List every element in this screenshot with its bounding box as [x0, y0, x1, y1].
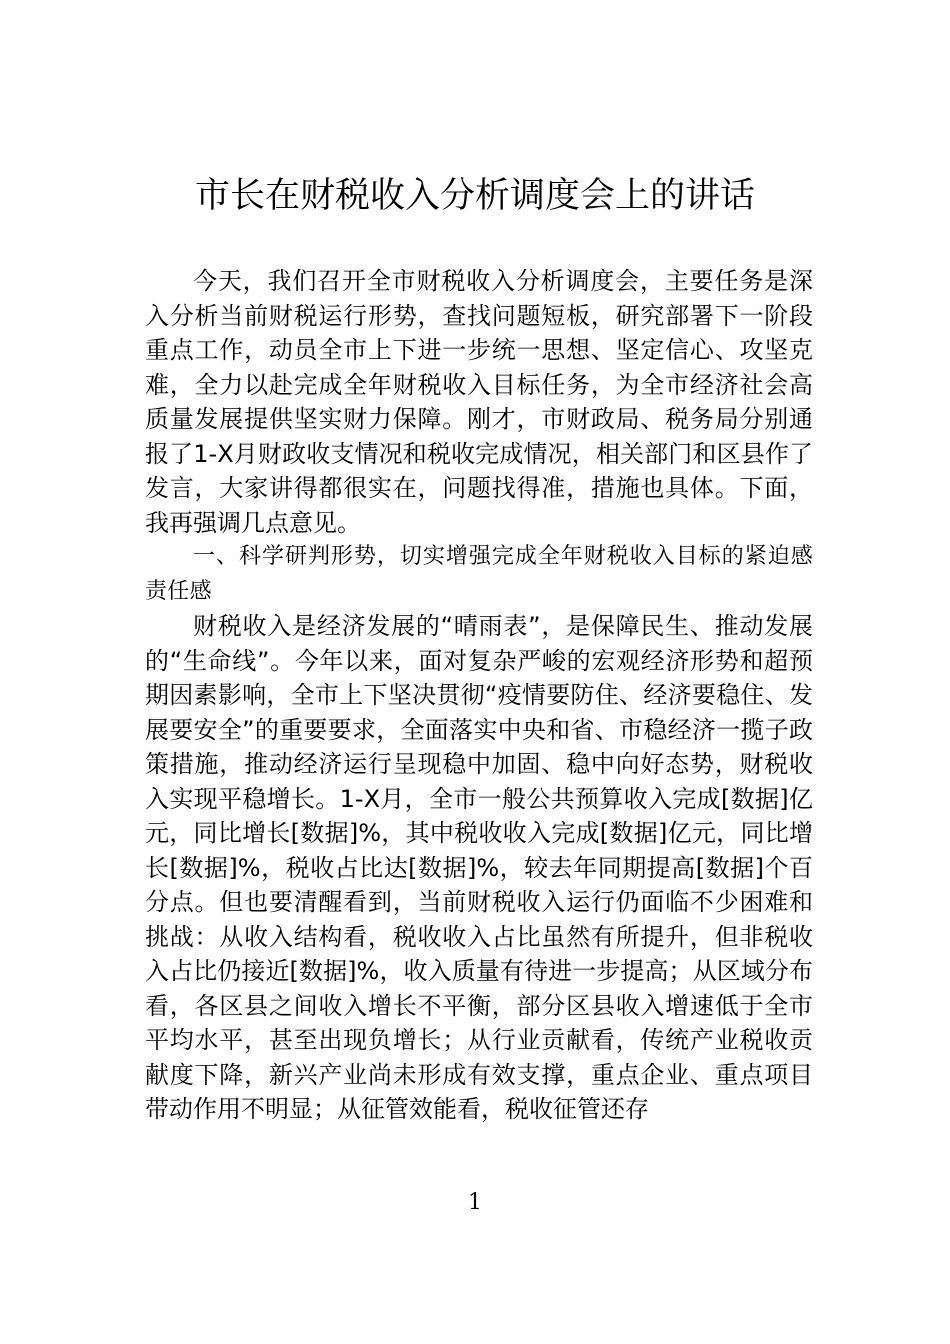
- intro-paragraph: 今天，我们召开全市财税收入分析调度会，主要任务是深入分析当前财税运行形势，查找问题短板，研究部署下一阶段重点工作，动员全市上下进一步统一思想、坚定信心、攻坚克难，全力以赴完成全年财税收入目标任务，为全市经济社会高质量发展提供坚实财力保障。刚才，市财政局、税务局分别通报了1-X月财政收支情况和税收完成情况，相关部门和区县作了发言，大家讲得都很实在，问题找得准，措施也具体。下面，我再强调几点意见。: [145, 267, 813, 537]
- document-body: [145, 264, 813, 1127]
- page-number: 1: [468, 1190, 482, 1215]
- document-title: 市长在财税收入分析调度会上的讲话: [194, 176, 755, 216]
- section-paragraph: 财税收入是经济发展的“晴雨表”，是保障民生、推动发展的“生命线”。今年以来，面对复杂严峻的宏观经济形势和超预期因素影响，全市上下坚决贯彻“疫情要防住、经济要稳住、发展要安全”的重要要求，全面落实中央和省、市稳经济一揽子政策措施，推动经济运行呈现稳中加固、稳中向好态势，财税收入实现平稳增长。1-X月，全市一般公共预算收入完成[数据]亿元，同比增长[数据]%，其中税收收入完成[数据]亿元，同比增长[数据]%，税收占比达[数据]%，较去年同期提高[数据]个百分点。但也要清醒看到，当前财税收入运行仍面临不少困难和挑战：从收入结构看，税收收入占比虽然有所提升，但非税收入占比仍接近[数据]%，收入质量有待进一步提高；从区域分布看，各区县之间收入增长不平衡，部分区县收入增速低于全市平均水平，甚至出现负增长；从行业贡献看，传统产业税收贡献度下降，新兴产业尚未形成有效支撑，重点企业、重点项目带动作用不明显；从征管效能看，税收征管还存: [145, 612, 813, 1123]
- section-heading: 一、科学研判形势，切实增强完成全年财税收入目标的紧迫感责任感: [145, 544, 813, 604]
